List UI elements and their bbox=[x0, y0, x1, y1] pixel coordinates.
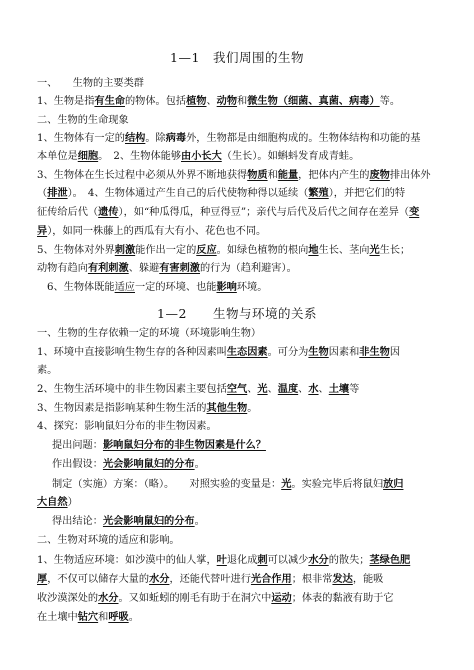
text: 的物体。包括 bbox=[124, 96, 187, 107]
para-stimulus-1 bbox=[37, 243, 410, 258]
key-term: 光 bbox=[257, 383, 268, 395]
para-ecological-factors-end: 素。 bbox=[37, 365, 58, 376]
text: 。实验完毕后将鼠妇 bbox=[291, 479, 384, 490]
section-title-1-1: 1—1 我们周围的生物 bbox=[170, 50, 304, 65]
text: 1、生物是指 bbox=[37, 96, 95, 107]
text: 和 bbox=[237, 96, 248, 107]
key-term: 反应 bbox=[196, 244, 217, 256]
para-heredity bbox=[37, 205, 419, 220]
para-1-1-item1 bbox=[37, 94, 400, 109]
text: 征传给后代（ bbox=[37, 207, 99, 218]
key-term: 异 bbox=[37, 225, 48, 237]
text: 等 bbox=[349, 384, 360, 395]
text: 排出体外 bbox=[389, 170, 431, 181]
text: 、 bbox=[267, 384, 278, 395]
text: 得出结论： bbox=[52, 516, 103, 527]
text: 一定的环境、也能 bbox=[134, 282, 217, 293]
text: 。 bbox=[247, 403, 258, 414]
text: 退化成 bbox=[226, 555, 258, 566]
key-term: 植物 bbox=[186, 95, 207, 107]
para-abiotic-factors bbox=[37, 382, 359, 397]
key-term: 繁殖 bbox=[308, 187, 329, 199]
key-term: 生物 bbox=[308, 346, 329, 358]
key-term: 光合作用 bbox=[250, 573, 292, 585]
text: ，能吸 bbox=[352, 574, 384, 585]
key-term: 影响鼠妇分布的非生物因素是什么？ bbox=[102, 439, 266, 451]
text: 因 bbox=[389, 347, 401, 358]
key-term: 水分 bbox=[149, 573, 170, 585]
key-term: 微生物（细菌、真菌、病毒） bbox=[247, 95, 380, 107]
key-term: 变 bbox=[409, 206, 420, 218]
text: 。又如蚯蚓的刚毛有助于在洞穴中 bbox=[118, 593, 272, 604]
text: 本单位是 bbox=[37, 151, 78, 162]
text: 、 bbox=[298, 384, 309, 395]
text: 6、生物体既能 bbox=[47, 282, 115, 293]
key-term: 刺 bbox=[257, 554, 268, 566]
key-term: 厚 bbox=[37, 573, 48, 585]
text: ；体表的黏液有助于它 bbox=[291, 593, 394, 604]
key-term: 地 bbox=[308, 244, 319, 256]
text: 能作出一定的 bbox=[135, 245, 197, 256]
heading-main-groups: 一、 生物的主要类群 bbox=[37, 78, 144, 89]
inquiry-hypothesis bbox=[52, 457, 205, 472]
section-title-1-2: 1—2 生物与环境的关系 bbox=[157, 306, 317, 321]
heading-environment: 一、生物的生存依赖一定的环境（环境影响生物） bbox=[37, 328, 262, 339]
text: 、躲避 bbox=[128, 263, 160, 274]
key-term: 放归 bbox=[383, 478, 404, 490]
key-term: 结构 bbox=[124, 132, 146, 144]
key-term: 茎 bbox=[369, 554, 380, 566]
key-term: 土壤 bbox=[328, 383, 350, 395]
key-term: 光 bbox=[281, 478, 292, 490]
key-term: 光会影响鼠妇的分布 bbox=[102, 515, 195, 527]
key-term: 绿色肥 bbox=[379, 554, 411, 566]
text: 、 bbox=[318, 384, 329, 395]
text: ），如“种瓜得瓜，种豆得豆”；亲代与后代及后代之间存在差异（ bbox=[118, 207, 410, 218]
key-term: 钻穴 bbox=[77, 611, 99, 623]
text: 。 2、生物体能够 bbox=[98, 151, 182, 162]
text: 的行为（趋利避害）。 bbox=[200, 263, 297, 274]
text: 。 bbox=[194, 459, 205, 470]
text: 3、生物因素是指影响某种生物生活的 bbox=[37, 403, 207, 414]
key-term: 温度 bbox=[277, 383, 299, 395]
text: ；根非常 bbox=[291, 574, 333, 585]
inquiry-conclusion bbox=[52, 514, 205, 529]
para-variation bbox=[37, 224, 266, 239]
para-earthworm-2 bbox=[37, 610, 139, 625]
text: 环境。 bbox=[236, 282, 268, 293]
text: 1、环境中直接影响生物生存的各种因素叫 bbox=[37, 347, 227, 358]
para-growth bbox=[37, 149, 359, 164]
inquiry-plan bbox=[52, 477, 403, 492]
para-metabolism-2 bbox=[37, 186, 405, 201]
text: ），并把它们的特 bbox=[328, 188, 406, 199]
text: 提出问题： bbox=[52, 440, 103, 451]
text: 动物有趋向 bbox=[37, 263, 88, 274]
text: 。如绿色植物的根向 bbox=[216, 245, 309, 256]
key-term: 动物 bbox=[216, 95, 238, 107]
key-term: 光 bbox=[369, 244, 380, 256]
text: 。除 bbox=[145, 133, 166, 144]
inquiry-plan-end bbox=[37, 495, 78, 510]
key-term: 生态因素 bbox=[226, 346, 268, 358]
text: ） bbox=[67, 497, 78, 508]
key-term: 有生命 bbox=[94, 95, 125, 107]
text: 1、生物适应环境：如沙漠中的仙人掌， bbox=[37, 555, 217, 566]
text: ，把体内产生的 bbox=[298, 170, 370, 181]
para-structure bbox=[37, 131, 420, 146]
para-cactus-2 bbox=[37, 572, 383, 587]
text: 5、生物体对外界 bbox=[37, 245, 115, 256]
text: 3、生物体在生长过程中必须从外界不断地获得 bbox=[37, 170, 248, 181]
key-term: 发达 bbox=[332, 573, 353, 585]
key-term: 适应 bbox=[114, 282, 135, 293]
para-stimulus-2 bbox=[37, 261, 297, 276]
key-term: 由小长大 bbox=[181, 150, 222, 162]
text: 可以减少 bbox=[267, 555, 309, 566]
key-term: 有利刺激 bbox=[87, 262, 129, 274]
text: 制定（实施）方案：（略）。 对照实验的变量是： bbox=[52, 479, 282, 490]
para-biotic-factors bbox=[37, 401, 257, 416]
key-term: 影响 bbox=[216, 281, 237, 293]
key-term: 非生物 bbox=[359, 346, 390, 358]
text: 。可分为 bbox=[267, 347, 309, 358]
key-term: 病毒 bbox=[165, 132, 187, 144]
text: ，不仅可以储存大量的 bbox=[47, 574, 150, 585]
key-term: 排泄 bbox=[47, 187, 68, 199]
text: 在土壤中 bbox=[37, 612, 78, 623]
key-term: 水分 bbox=[308, 554, 329, 566]
text: 1、生物体有一定的 bbox=[37, 133, 125, 144]
key-term: 遗传 bbox=[98, 206, 119, 218]
text: 因素和 bbox=[328, 347, 360, 358]
text: 、 bbox=[206, 96, 217, 107]
para-metabolism-1 bbox=[37, 168, 431, 183]
heading-adaptation: 二、生物对环境的适应和影响。 bbox=[37, 535, 180, 546]
key-term: 大自然 bbox=[37, 496, 68, 508]
text: 等。 bbox=[379, 96, 401, 107]
text: ）。 4、生物体通过产生自己的后代使物种得以延续（ bbox=[67, 188, 309, 199]
text: 和 bbox=[267, 170, 278, 181]
para-cactus-1 bbox=[37, 553, 410, 568]
key-term: 呼吸 bbox=[108, 611, 129, 623]
text: 生长、茎向 bbox=[318, 245, 370, 256]
inquiry-question bbox=[52, 438, 266, 453]
text: 的散失； bbox=[328, 555, 370, 566]
text: ），如同一株藤上的西瓜有大有小、花色也不同。 bbox=[47, 226, 267, 237]
para-ecological-factors bbox=[37, 345, 400, 360]
key-term: 空气 bbox=[226, 383, 248, 395]
text: 、 bbox=[247, 384, 258, 395]
key-term: 能量 bbox=[277, 169, 299, 181]
key-term: 其他生物 bbox=[206, 402, 248, 414]
text: 收沙漠深处的 bbox=[37, 593, 99, 604]
key-term: 水分 bbox=[98, 592, 119, 604]
key-term: 刺激 bbox=[114, 244, 136, 256]
key-term: 有害刺激 bbox=[159, 262, 200, 274]
text: 外，生物都是由细胞构成的。生物体结构和功能的基 bbox=[186, 133, 421, 144]
para-earthworm-1 bbox=[37, 591, 394, 606]
heading-life-phenomena: 二、生物的生命现象 bbox=[37, 115, 129, 126]
key-term: 细胞 bbox=[77, 150, 99, 162]
text: 生长； bbox=[379, 245, 411, 256]
para-inquiry: 4、探究：影响鼠妇分布的非生物因素。 bbox=[37, 421, 217, 432]
text: ，还能代替叶进行 bbox=[169, 574, 251, 585]
key-term: 物质 bbox=[247, 169, 268, 181]
text: （生长）。如蝌蚪发育成青蛙。 bbox=[221, 151, 360, 162]
text: 和 bbox=[98, 612, 109, 623]
text: 。 bbox=[194, 516, 205, 527]
key-term: 废物 bbox=[369, 169, 390, 181]
key-term: 水 bbox=[308, 383, 319, 395]
key-term: 光会影响鼠妇的分布 bbox=[102, 458, 195, 470]
key-term: 运动 bbox=[271, 592, 292, 604]
para-adapt bbox=[47, 280, 267, 295]
key-term: 叶 bbox=[216, 554, 227, 566]
text: 。 bbox=[128, 612, 139, 623]
text: （ bbox=[37, 188, 48, 199]
text: 作出假设： bbox=[52, 459, 103, 470]
text: 2、生物生活环境中的非生物因素主要包括 bbox=[37, 384, 227, 395]
